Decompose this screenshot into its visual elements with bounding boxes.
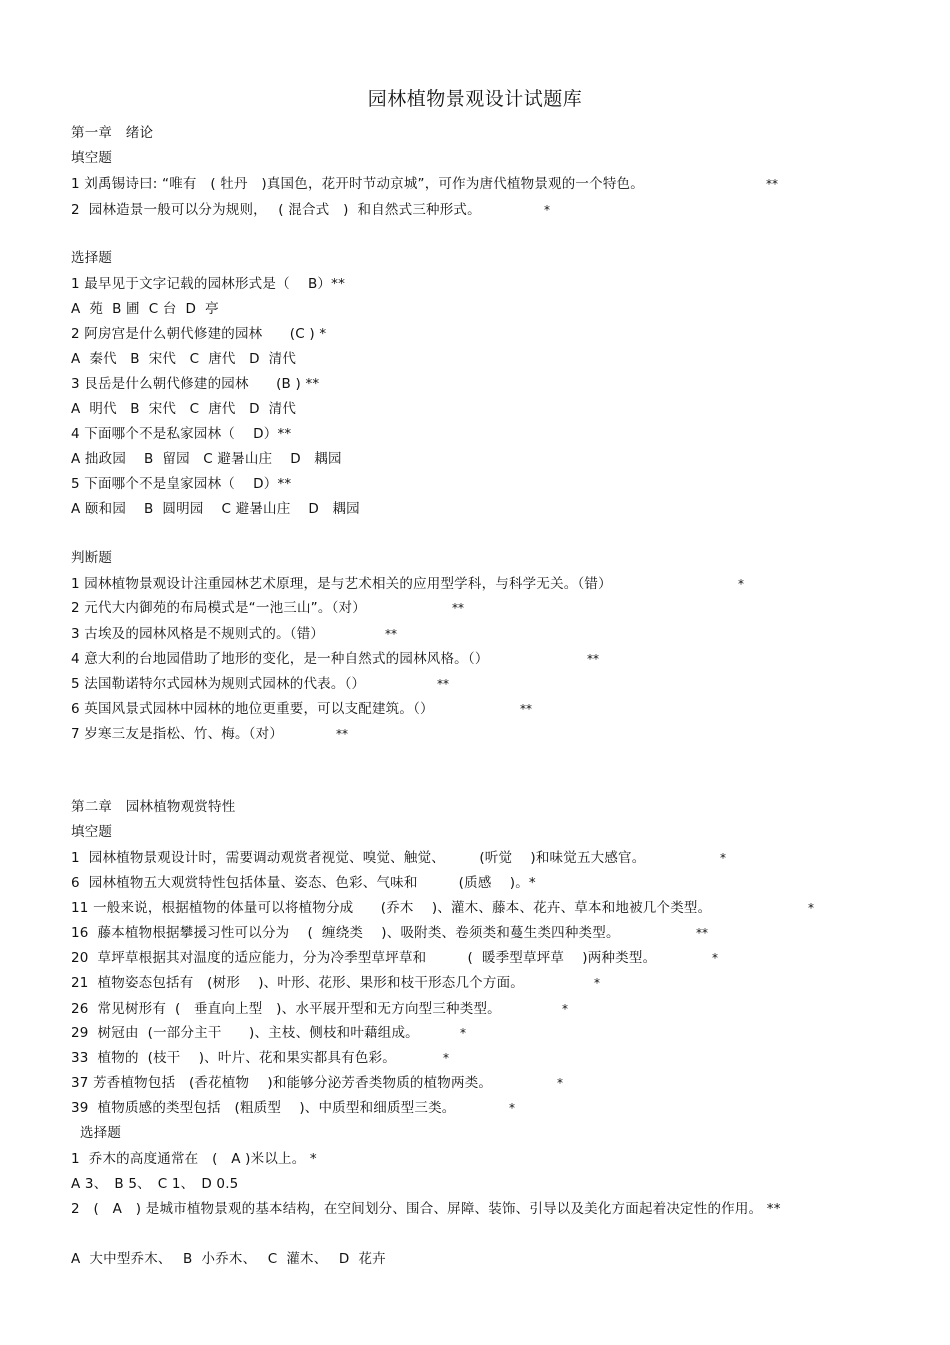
question-line: 2 园林造景一般可以分为规则， ( 混合式 ) 和自然式三种形式。 — [71, 202, 481, 218]
question-line: 7 岁寒三友是指松、竹、梅。（对） — [71, 726, 284, 742]
difficulty-stars: * — [712, 951, 718, 965]
option-line: A 颐和园 B 圆明园 C 避暑山庄 D 耦园 — [71, 501, 360, 517]
section-label: 判断题 — [71, 550, 113, 566]
question-line: 21 植物姿态包括有 (树形 )、叶形、花形、果形和枝干形态几个方面。 — [71, 975, 524, 991]
option-line: A 大中型乔木、 B 小乔木、 C 灌木、 D 花卉 — [71, 1251, 386, 1267]
difficulty-stars: ** — [336, 727, 348, 741]
question-line: 33 植物的 (枝干 )、叶片、花和果实都具有色彩。 — [71, 1050, 396, 1066]
question-line: 2 ( A ) 是城市植物景观的基本结构，在空间划分、围合、屏障、装饰、引导以及美化方面起着决定性的作用。 ** — [71, 1201, 781, 1217]
difficulty-stars: ** — [766, 177, 778, 191]
section-label: 填空题 — [71, 150, 113, 166]
difficulty-stars: * — [720, 851, 726, 865]
question-line: 29 树冠由 (一部分主干 )、主枝、侧枝和叶藉组成。 — [71, 1025, 419, 1041]
question-line: 11 一般来说，根据植物的体量可以将植物分成 (乔木 )、灌木、藤本、花卉、草本和地被几个类型。 — [71, 900, 712, 916]
option-line: A 苑 B 圃 C 台 D 亭 — [71, 301, 219, 317]
difficulty-stars: * — [594, 976, 600, 990]
option-line: A 秦代 B 宋代 C 唐代 D 清代 — [71, 351, 297, 367]
question-line: 1 乔木的高度通常在 ( A )米以上。 * — [71, 1151, 317, 1167]
question-line: 5 法国勒诺特尔式园林为规则式园林的代表。（） — [71, 676, 366, 692]
question-line: 6 英国风景式园林中园林的地位更重要，可以支配建筑。（） — [71, 701, 434, 717]
difficulty-stars: ** — [587, 652, 599, 666]
difficulty-stars: ** — [437, 677, 449, 691]
question-line: 1 园林植物景观设计注重园林艺术原理，是与艺术相关的应用型学科，与科学无关。（错） — [71, 576, 612, 592]
question-line: 39 植物质感的类型包括 (粗质型 )、中质型和细质型三类。 — [71, 1100, 456, 1116]
difficulty-stars: * — [557, 1076, 563, 1090]
chapter-heading: 第二章 园林植物观赏特性 — [71, 799, 236, 815]
option-line: A 拙政园 B 留园 C 避暑山庄 D 耦园 — [71, 451, 342, 467]
question-line: 4 意大利的台地园借助了地形的变化，是一种自然式的园林风格。（） — [71, 651, 489, 667]
question-line: 1 园林植物景观设计时，需要调动观赏者视觉、嗅觉、触觉、 (听觉 )和味觉五大感官。 — [71, 850, 646, 866]
question-line: 3 艮岳是什么朝代修建的园林 (B ) ** — [71, 376, 320, 392]
difficulty-stars: ** — [452, 601, 464, 615]
difficulty-stars: * — [509, 1101, 515, 1115]
option-line: A 明代 B 宋代 C 唐代 D 清代 — [71, 401, 297, 417]
difficulty-stars: ** — [520, 702, 532, 716]
question-line: 26 常见树形有 ( 垂直向上型 )、水平展开型和无方向型三种类型。 — [71, 1001, 501, 1017]
question-line: 2 元代大内御苑的布局模式是“一池三山”。（对） — [71, 600, 366, 616]
option-line: A 3、 B 5、 C 1、 D 0.5 — [71, 1176, 239, 1192]
difficulty-stars: ** — [696, 926, 708, 940]
question-line: 1 刘禹锡诗曰: “唯有 ( 牡丹 )真国色，花开时节动京城”，可作为唐代植物景观的一个特色。 — [71, 176, 644, 192]
difficulty-stars: ** — [385, 627, 397, 641]
page-title: 园林植物景观设计试题库 — [367, 88, 583, 110]
question-line: 5 下面哪个不是皇家园林（ D）** — [71, 476, 292, 492]
difficulty-stars: * — [460, 1026, 466, 1040]
question-line: 37 芳香植物包括 (香花植物 )和能够分泌芳香类物质的植物两类。 — [71, 1075, 493, 1091]
difficulty-stars: * — [544, 203, 550, 217]
section-label: 填空题 — [71, 824, 113, 840]
difficulty-stars: * — [738, 577, 744, 591]
question-line: 1 最早见于文字记载的园林形式是（ B）** — [71, 276, 346, 292]
section-label: 选择题 — [71, 250, 113, 266]
question-line: 16 藤本植物根据攀援习性可以分为 ( 缠绕类 )、吸附类、卷须类和蔓生类四种类型。 — [71, 925, 620, 941]
question-line: 3 古埃及的园林风格是不规则式的。（错） — [71, 626, 325, 642]
question-line: 2 阿房宫是什么朝代修建的园林 (C ) * — [71, 326, 327, 342]
difficulty-stars: * — [443, 1051, 449, 1065]
difficulty-stars: * — [808, 901, 814, 915]
section-label: 选择题 — [80, 1125, 122, 1141]
question-line: 20 草坪草根据其对温度的适应能力，分为冷季型草坪草和 ( 暖季型草坪草 )两种类型。 — [71, 950, 657, 966]
chapter-heading: 第一章 绪论 — [71, 125, 154, 141]
question-line: 4 下面哪个不是私家园林（ D）** — [71, 426, 292, 442]
question-line: 6 园林植物五大观赏特性包括体量、姿态、色彩、气味和 (质感 )。* — [71, 875, 536, 891]
difficulty-stars: * — [562, 1002, 568, 1016]
